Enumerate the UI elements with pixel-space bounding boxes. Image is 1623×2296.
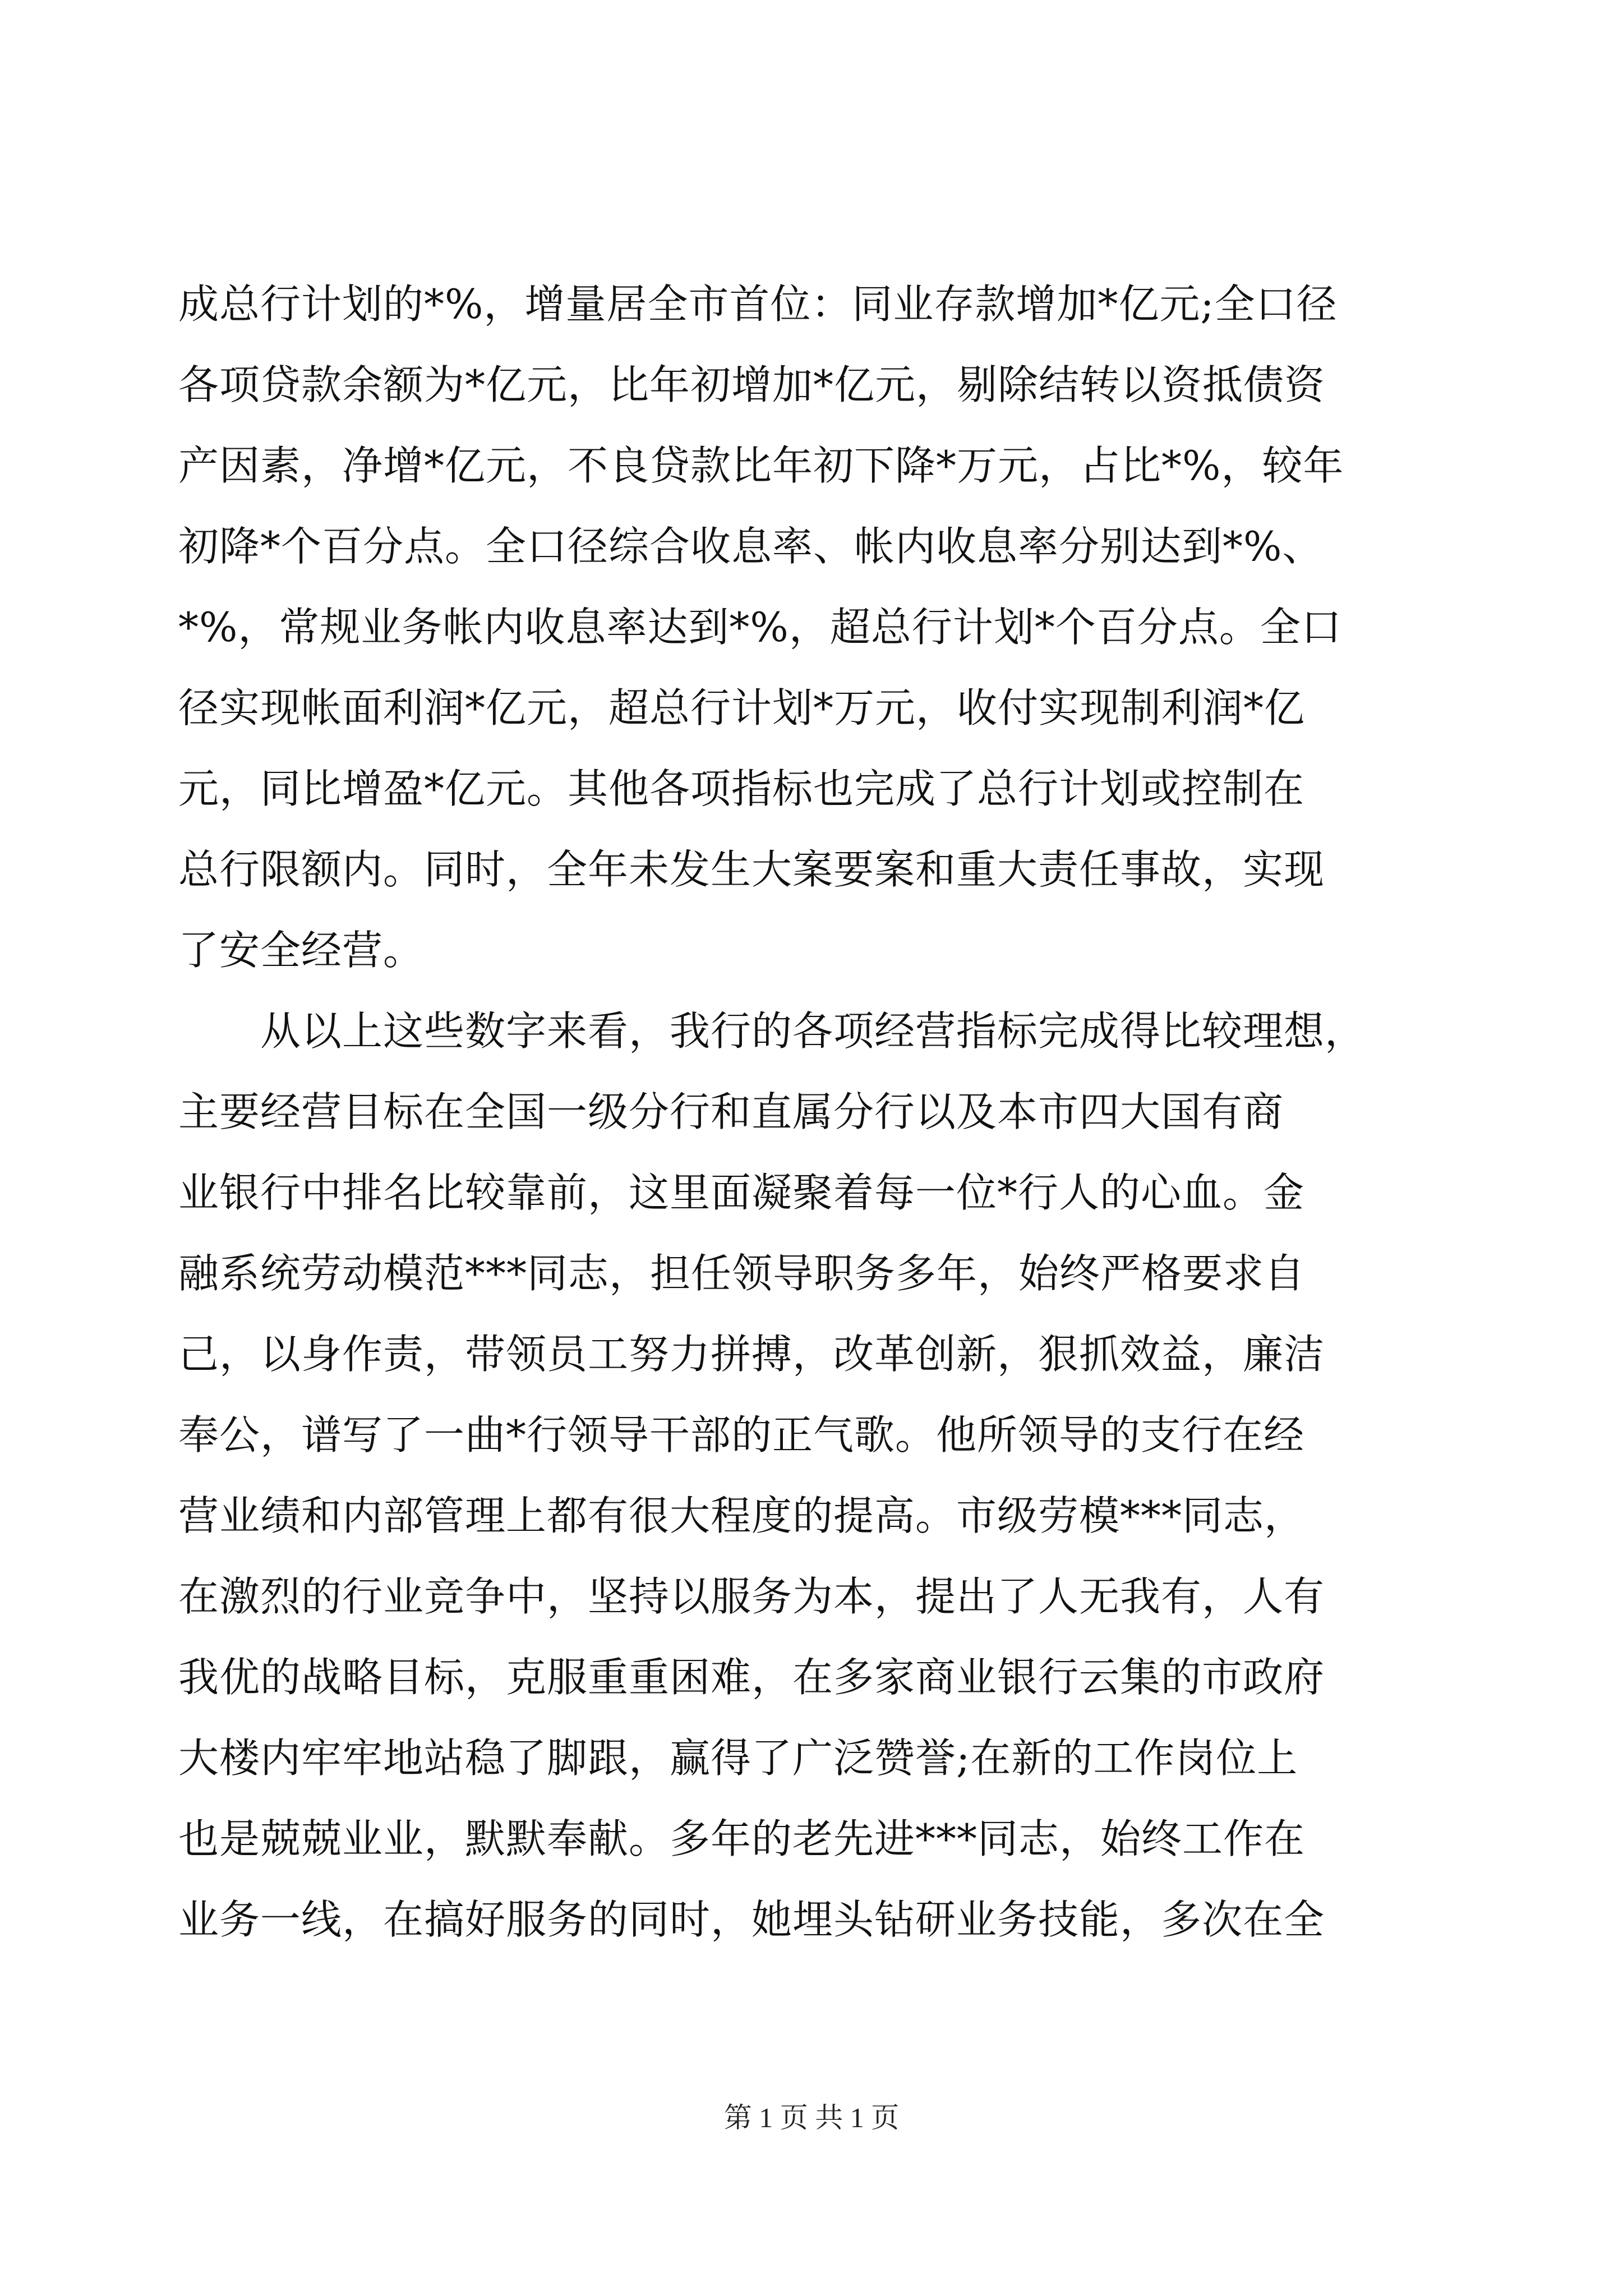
text-line: 业银行中排名比较靠前，这里面凝聚着每一位*行人的心血。金 [178,1169,1305,1216]
text-line: 初降*个百分点。全口径综合收息率、帐内收息率分别达到*%、 [178,523,1324,570]
paragraph-start-line: 从以上这些数字来看，我行的各项经营指标完成得比较理想， [178,1007,1366,1055]
text-line: 己，以身作责，带领员工努力拼搏，改革创新，狠抓效益，廉洁 [178,1331,1325,1378]
text-line: 了安全经营。 [178,927,425,974]
text-line: 成总行计划的*%，增量居全市首位：同业存款增加*亿元;全口径 [178,280,1338,328]
text-line: *%，常规业务帐内收息率达到*%，超总行计划*个百分点。全口 [178,604,1342,651]
text-line: 业务一线，在搞好服务的同时，她埋头钻研业务技能，多次在全 [178,1896,1325,1943]
text-line: 也是兢兢业业，默默奉献。多年的老先进***同志，始终工作在 [178,1815,1306,1862]
text-line: 我优的战略目标，克服重重困难，在多家商业银行云集的市政府 [178,1654,1325,1701]
document-body [178,264,1446,1960]
text-line: 总行限额内。同时，全年未发生大案要案和重大责任事故，实现 [178,846,1325,893]
text-line: 主要经营目标在全国一级分行和直属分行以及本市四大国有商 [178,1088,1284,1135]
text-line: 元，同比增盈*亿元。其他各项指标也完成了总行计划或控制在 [178,765,1305,812]
text-line: 产因素，净增*亿元，不良贷款比年初下降*万元，占比*%，较年 [178,442,1344,489]
text-line: 营业绩和内部管理上都有很大程度的提高。市级劳模***同志， [178,1492,1306,1539]
text-line: 在激烈的行业竞争中，坚持以服务为本，提出了人无我有，人有 [178,1573,1325,1620]
text-line: 大楼内牢牢地站稳了脚跟，赢得了广泛赞誉;在新的工作岗位上 [178,1734,1298,1782]
page-footer: 第 1 页 共 1 页 [723,2102,900,2133]
text-line: 径实现帐面利润*亿元，超总行计划*万元，收付实现制利润*亿 [178,684,1306,731]
text-line: 各项贷款余额为*亿元，比年初增加*亿元，剔除结转以资抵债资 [178,361,1326,408]
text-line: 奉公，谱写了一曲*行领导干部的正气歌。他所领导的支行在经 [178,1411,1305,1458]
text-line: 融系统劳动模范***同志，担任领导职务多年，始终严格要求自 [178,1250,1306,1297]
